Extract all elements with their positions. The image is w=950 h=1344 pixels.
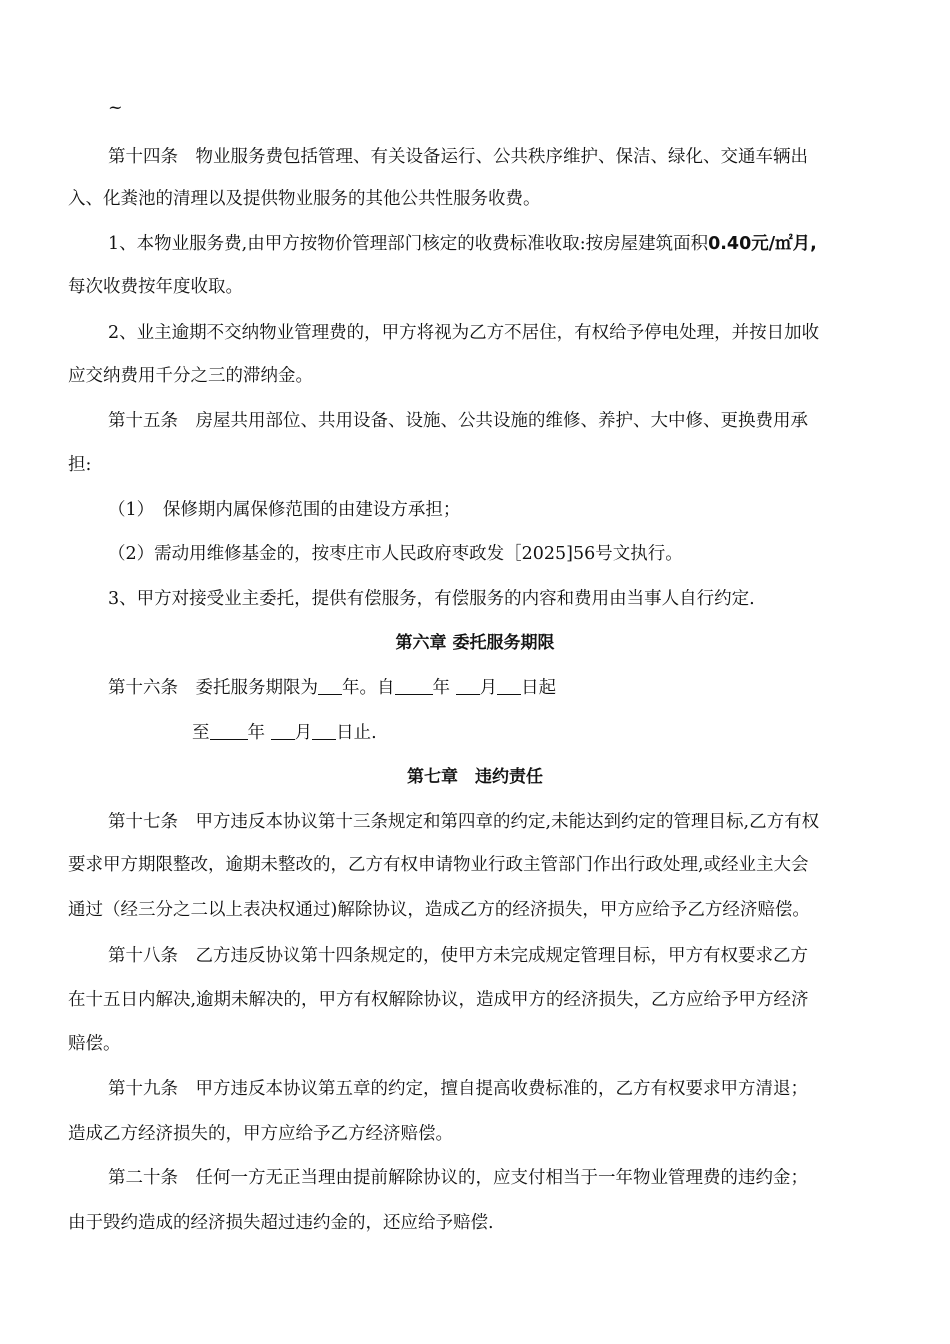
chapter-6-heading: 第六章 委托服务期限 bbox=[395, 633, 555, 653]
article-20-line-1: 第二十条 任何一方无正当理由提前解除协议的，应支付相当于一年物业管理费的违约金； bbox=[108, 1168, 808, 1188]
article-20-line-2: 由于毁约造成的经济损失超过违约金的，还应给予赔偿. bbox=[68, 1213, 494, 1233]
article-18-line-2: 在十五日内解决,逾期未解决的，甲方有权解除协议，造成甲方的经济损失，乙方应给予甲方经济 bbox=[68, 990, 809, 1010]
article-16-line-1 bbox=[108, 676, 556, 700]
sub-item-1: （1） 保修期内属保修范围的由建设方承担； bbox=[108, 500, 461, 520]
article-16-end-label: 日止. bbox=[336, 723, 377, 743]
item-2-line-2: 应交纳费用千分之三的滞纳金。 bbox=[68, 366, 313, 386]
article-16-year-label: 年。自 bbox=[342, 678, 395, 698]
item-1-line-2: 每次收费按年度收取。 bbox=[68, 277, 243, 297]
article-16-day-label: 日起 bbox=[521, 678, 557, 698]
item-1-text: 1、本物业服务费,由甲方按物价管理部门核定的收费标准收取:按房屋建筑面积 bbox=[108, 234, 709, 254]
article-15-line-2: 担: bbox=[68, 455, 92, 475]
article-14-line-2: 入、化粪池的清理以及提供物业服务的其他公共性服务收费。 bbox=[68, 189, 541, 209]
item-3: 3、甲方对接受业主委托，提供有偿服务，有偿服务的内容和费用由当事人自行约定. bbox=[108, 589, 755, 609]
article-16-month-label-2: 月 bbox=[294, 723, 313, 743]
article-15-line-1: 第十五条 房屋共用部位、共用设备、设施、公共设施的维修、养护、大中修、更换费用承 bbox=[108, 411, 808, 431]
item-1-line-1 bbox=[108, 232, 817, 256]
term-years-blank bbox=[318, 676, 342, 695]
start-day-blank bbox=[497, 676, 521, 695]
article-16-year-label-2: 年 bbox=[432, 678, 456, 698]
start-month-blank bbox=[456, 676, 480, 695]
article-17-line-1: 第十七条 甲方违反本协议第十三条规定和第四章的约定,未能达到约定的管理目标,乙方有权 bbox=[108, 812, 820, 832]
fee-rate: 0.40元/㎡月, bbox=[708, 234, 817, 254]
article-16-prefix: 第十六条 委托服务期限为 bbox=[108, 678, 318, 698]
chapter-7-heading: 第七章 违约责任 bbox=[407, 767, 543, 787]
tilde-mark: ~ bbox=[108, 98, 123, 118]
start-year-blank bbox=[395, 676, 433, 695]
article-19-line-2: 造成乙方经济损失的，甲方应给予乙方经济赔偿。 bbox=[68, 1124, 453, 1144]
article-17-line-3: 通过（经三分之二以上表决权通过)解除协议，造成乙方的经济损失，甲方应给予乙方经济赔偿。 bbox=[68, 900, 810, 920]
item-2-line-1: 2、业主逾期不交纳物业管理费的，甲方将视为乙方不居住，有权给予停电处理，并按日加收 bbox=[108, 323, 820, 343]
end-year-blank bbox=[210, 721, 248, 740]
article-16-month-label: 月 bbox=[479, 678, 498, 698]
article-16-line-2 bbox=[192, 721, 377, 745]
article-18-line-1: 第十八条 乙方违反协议第十四条规定的，使甲方未完成规定管理目标，甲方有权要求乙方 bbox=[108, 946, 808, 966]
article-14-line-1: 第十四条 物业服务费包括管理、有关设备运行、公共秩序维护、保洁、绿化、交通车辆出 bbox=[108, 147, 808, 167]
article-18-line-3: 赔偿。 bbox=[68, 1034, 121, 1054]
end-month-blank bbox=[271, 721, 295, 740]
article-16-year-label-3: 年 bbox=[247, 723, 271, 743]
article-19-line-1: 第十九条 甲方违反本协议第五章的约定，擅自提高收费标准的，乙方有权要求甲方清退； bbox=[108, 1079, 808, 1099]
end-day-blank bbox=[312, 721, 336, 740]
sub-item-2: （2）需动用维修基金的，按枣庄市人民政府枣政发［2025]56号文执行。 bbox=[108, 544, 683, 564]
article-16-to: 至 bbox=[192, 723, 210, 743]
article-17-line-2: 要求甲方期限整改，逾期未整改的，乙方有权申请物业行政主管部门作出行政处理,或经业主大会 bbox=[68, 855, 809, 875]
